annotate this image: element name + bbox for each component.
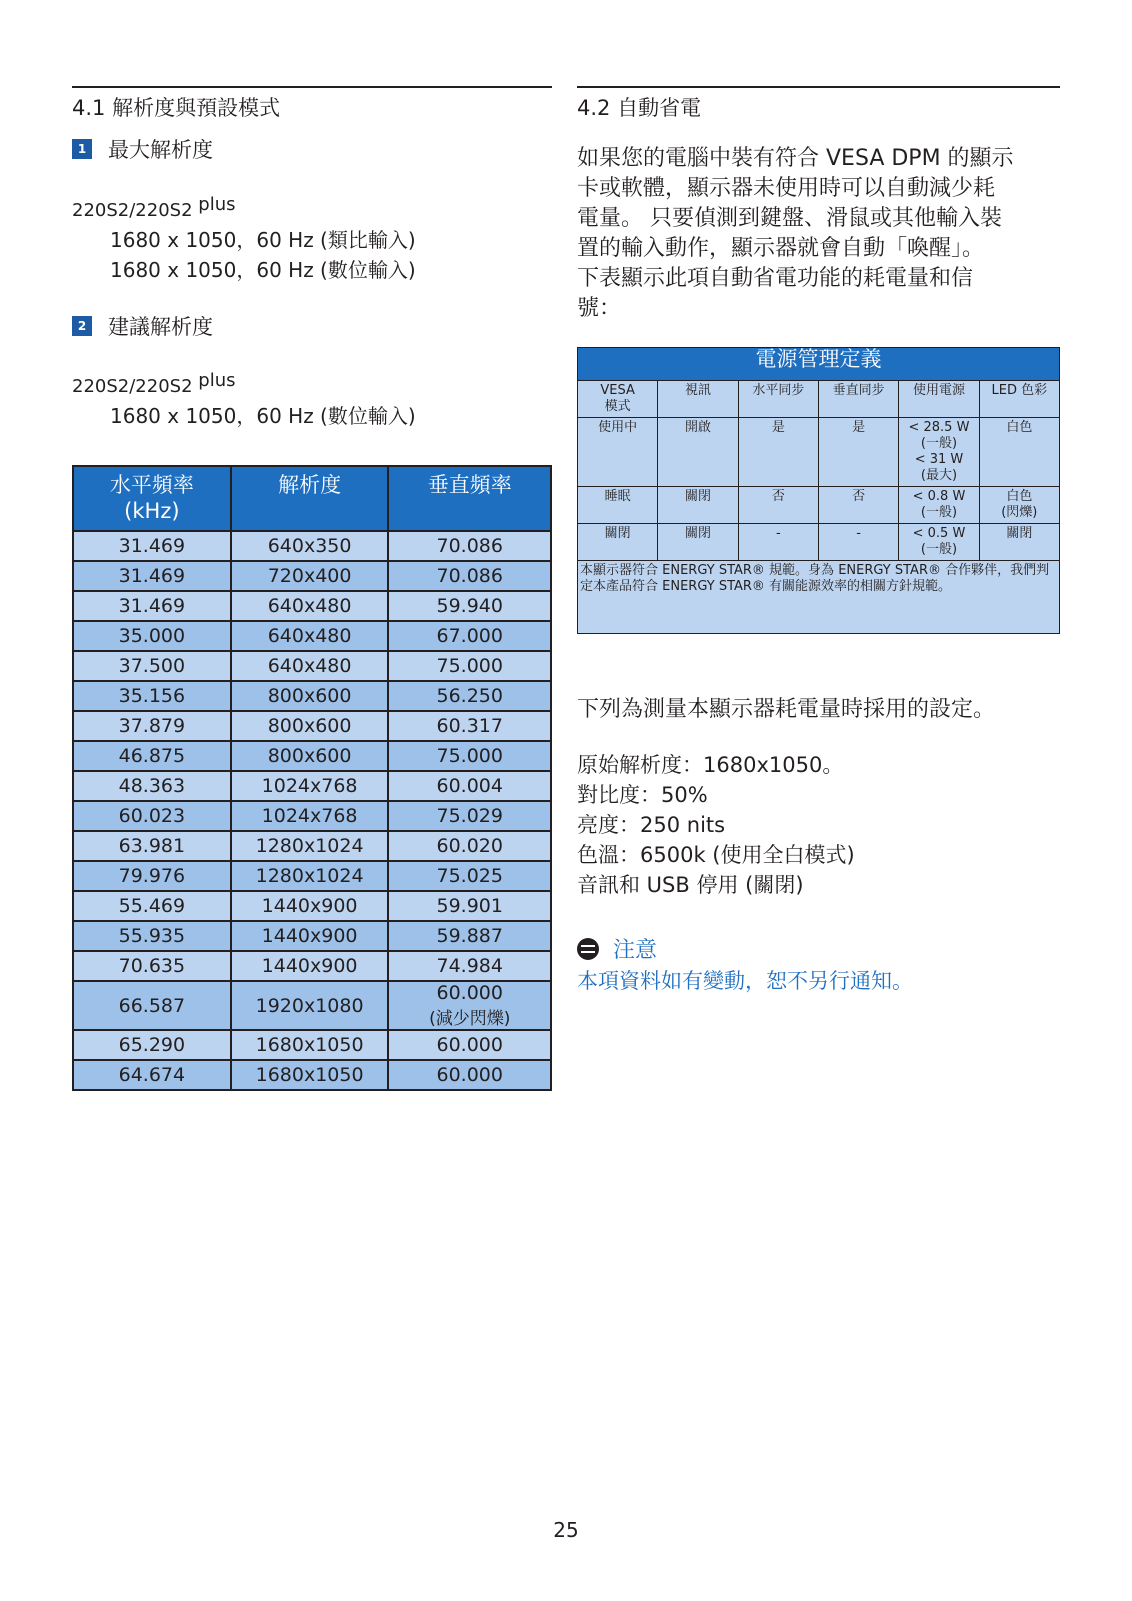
table-cell: 70.086: [388, 531, 551, 561]
table-row: [73, 1030, 551, 1060]
power-table-cell: 關閉: [658, 487, 738, 524]
table-cell: 37.500: [73, 651, 231, 681]
section-heading-4-1: 4.1 解析度與預設模式: [72, 96, 281, 120]
table-cell: 640x480: [231, 651, 389, 681]
table-cell: 31.469: [73, 561, 231, 591]
table-row: [73, 711, 551, 741]
table-cell: 75.000: [388, 741, 551, 771]
max-res-analog: 1680 x 1050，60 Hz (類比輸入): [110, 228, 416, 252]
recommended-resolution-subheading: [72, 311, 213, 341]
right-heading-rule: [577, 86, 1060, 88]
table-cell: 48.363: [73, 771, 231, 801]
table-row: [73, 861, 551, 891]
table-cell: 1440x900: [231, 921, 389, 951]
table-cell: 640x480: [231, 621, 389, 651]
note-title: 注意: [613, 938, 658, 963]
table-cell: 56.250: [388, 681, 551, 711]
setting-contrast: 對比度：50%: [577, 783, 708, 807]
table-cell: 640x350: [231, 531, 389, 561]
power-table-cell: 開啟: [658, 418, 738, 487]
table-row: [73, 651, 551, 681]
table-cell: 60.023: [73, 801, 231, 831]
table-cell: 800x600: [231, 681, 389, 711]
table-cell: 65.290: [73, 1030, 231, 1060]
max-res-model: 220S2/220S2 $^{plus}$: [72, 194, 236, 221]
table-cell: 59.887: [388, 921, 551, 951]
table-cell: 59.901: [388, 891, 551, 921]
table-cell: 1440x900: [231, 891, 389, 921]
table-cell: 59.940: [388, 591, 551, 621]
setting-color-temp: 色溫：6500k (使用全白模式): [577, 843, 855, 867]
section-heading-4-2: 4.2 自動省電: [577, 96, 702, 120]
table-cell: 60.317: [388, 711, 551, 741]
table-cell: 1280x1024: [231, 831, 389, 861]
table-cell: 1680x1050: [231, 1060, 389, 1090]
table-cell: 640x480: [231, 591, 389, 621]
table-cell: 1024x768: [231, 801, 389, 831]
page-number: 25: [553, 1518, 579, 1542]
table-cell: 35.000: [73, 621, 231, 651]
table-row: [73, 831, 551, 861]
table-cell-note: (減少閃爍): [429, 1009, 511, 1029]
power-table-cell: 白色 (閃爍): [979, 487, 1059, 524]
table-row: [73, 981, 551, 1030]
table-cell: 75.000: [388, 651, 551, 681]
table-cell: 63.981: [73, 831, 231, 861]
header-h-freq: 水平頻率 (kHz): [73, 466, 231, 531]
table-cell: 74.984: [388, 951, 551, 981]
table-cell: 67.000: [388, 621, 551, 651]
table-cell: 800x600: [231, 741, 389, 771]
table-cell: 60.020: [388, 831, 551, 861]
rec-res-digital: 1680 x 1050，60 Hz (數位輸入): [110, 404, 416, 428]
table-row: [73, 801, 551, 831]
table-cell: 46.875: [73, 741, 231, 771]
table-cell: 55.469: [73, 891, 231, 921]
power-table-cell: 關閉: [578, 524, 658, 561]
table-cell: 70.086: [388, 561, 551, 591]
table-cell: 55.935: [73, 921, 231, 951]
power-table-header: VESA 模式: [578, 381, 658, 418]
measurement-intro: 下列為測量本顯示器耗電量時採用的設定。: [577, 697, 996, 722]
table-cell: 75.029: [388, 801, 551, 831]
power-table-cell: 是: [738, 418, 818, 487]
number-badge-2: 2: [72, 316, 92, 336]
table-cell: 1280x1024: [231, 861, 389, 891]
power-table-header: 視訊: [658, 381, 738, 418]
table-cell: 1024x768: [231, 771, 389, 801]
table-row: [73, 771, 551, 801]
power-table-row: [578, 487, 1060, 524]
table-row: [73, 1060, 551, 1090]
table-cell: 70.635: [73, 951, 231, 981]
header-resolution: 解析度: [231, 466, 389, 531]
table-row: [73, 531, 551, 561]
power-table-cell: 睡眠: [578, 487, 658, 524]
table-cell: 79.976: [73, 861, 231, 891]
table-row: [73, 681, 551, 711]
number-badge-1: 1: [72, 139, 92, 159]
table-cell: 31.469: [73, 531, 231, 561]
energy-star-footnote: 本顯示器符合 ENERGY STAR® 規範。身為 ENERGY STAR® 合作夥伴，我們判定本產品符合 ENERGY STAR® 有關能源效率的相關方針規範。: [578, 561, 1060, 634]
max-resolution-subheading: [72, 134, 213, 164]
max-resolution-title: 最大解析度: [108, 138, 213, 162]
table-row: [73, 591, 551, 621]
power-table-cell: 白色: [979, 418, 1059, 487]
max-res-digital: 1680 x 1050，60 Hz (數位輸入): [110, 258, 416, 282]
table-cell: 66.587: [73, 981, 231, 1030]
rec-res-model: 220S2/220S2 $^{plus}$: [72, 370, 236, 397]
table-cell: 75.025: [388, 861, 551, 891]
table-cell: 1440x900: [231, 951, 389, 981]
setting-brightness: 亮度：250 nits: [577, 813, 726, 837]
power-table-cell: < 0.5 W (一般): [899, 524, 979, 561]
note-heading: [577, 933, 657, 964]
power-table-header: LED 色彩: [979, 381, 1059, 418]
recommended-resolution-title: 建議解析度: [108, 315, 213, 339]
power-table-header: 垂直同步: [818, 381, 898, 418]
table-cell: 720x400: [231, 561, 389, 591]
table-cell: 800x600: [231, 711, 389, 741]
table-row: [73, 951, 551, 981]
intro-paragraph: 如果您的電腦中裝有符合 VESA DPM 的顯示 卡或軟體，顯示器未使用時可以自動減少耗 電量。 只要偵測到鍵盤、滑鼠或其他輸入裝 置的輸入動作，顯示器就會自動「喚醒」。 下表顯示此項自動省電功能的耗電量和信 號：: [577, 146, 1014, 321]
left-heading-rule: [72, 86, 552, 88]
table-row: [73, 891, 551, 921]
power-table-cell: -: [818, 524, 898, 561]
setting-native-res: 原始解析度：1680x1050。: [577, 753, 844, 777]
table-cell: 64.674: [73, 1060, 231, 1090]
power-management-table: [577, 347, 1060, 634]
power-table-cell: 關閉: [979, 524, 1059, 561]
table-row: [73, 621, 551, 651]
power-table-row: [578, 524, 1060, 561]
power-table-cell: 否: [818, 487, 898, 524]
power-table-cell: 使用中: [578, 418, 658, 487]
table-cell: 37.879: [73, 711, 231, 741]
power-table-title: 電源管理定義: [578, 348, 1060, 381]
table-row: [73, 561, 551, 591]
power-table-row: [578, 418, 1060, 487]
power-table-cell: 否: [738, 487, 818, 524]
power-table-cell: 是: [818, 418, 898, 487]
resolution-table: [72, 465, 552, 1091]
power-table-cell: < 0.8 W (一般): [899, 487, 979, 524]
power-table-header: 使用電源: [899, 381, 979, 418]
header-v-freq: 垂直頻率: [388, 466, 551, 531]
setting-audio-usb: 音訊和 USB 停用 (關閉): [577, 873, 804, 897]
power-table-cell: -: [738, 524, 818, 561]
table-cell: 60.000: [388, 1060, 551, 1090]
power-table-cell: < 28.5 W (一般) < 31 W (最大): [899, 418, 979, 487]
measurement-settings: [577, 750, 855, 900]
table-cell: 1920x1080: [231, 981, 389, 1030]
table-cell: 60.004: [388, 771, 551, 801]
note-body: 本項資料如有變動，恕不另行通知。: [577, 969, 913, 993]
table-cell: 31.469: [73, 591, 231, 621]
power-table-header: 水平同步: [738, 381, 818, 418]
table-cell: 1680x1050: [231, 1030, 389, 1060]
table-cell: 60.000 (減少閃爍): [388, 981, 551, 1030]
table-cell: 60.000: [388, 1030, 551, 1060]
table-row: [73, 741, 551, 771]
table-cell: 35.156: [73, 681, 231, 711]
note-icon: [577, 938, 599, 960]
table-row: [73, 921, 551, 951]
power-table-cell: 關閉: [658, 524, 738, 561]
